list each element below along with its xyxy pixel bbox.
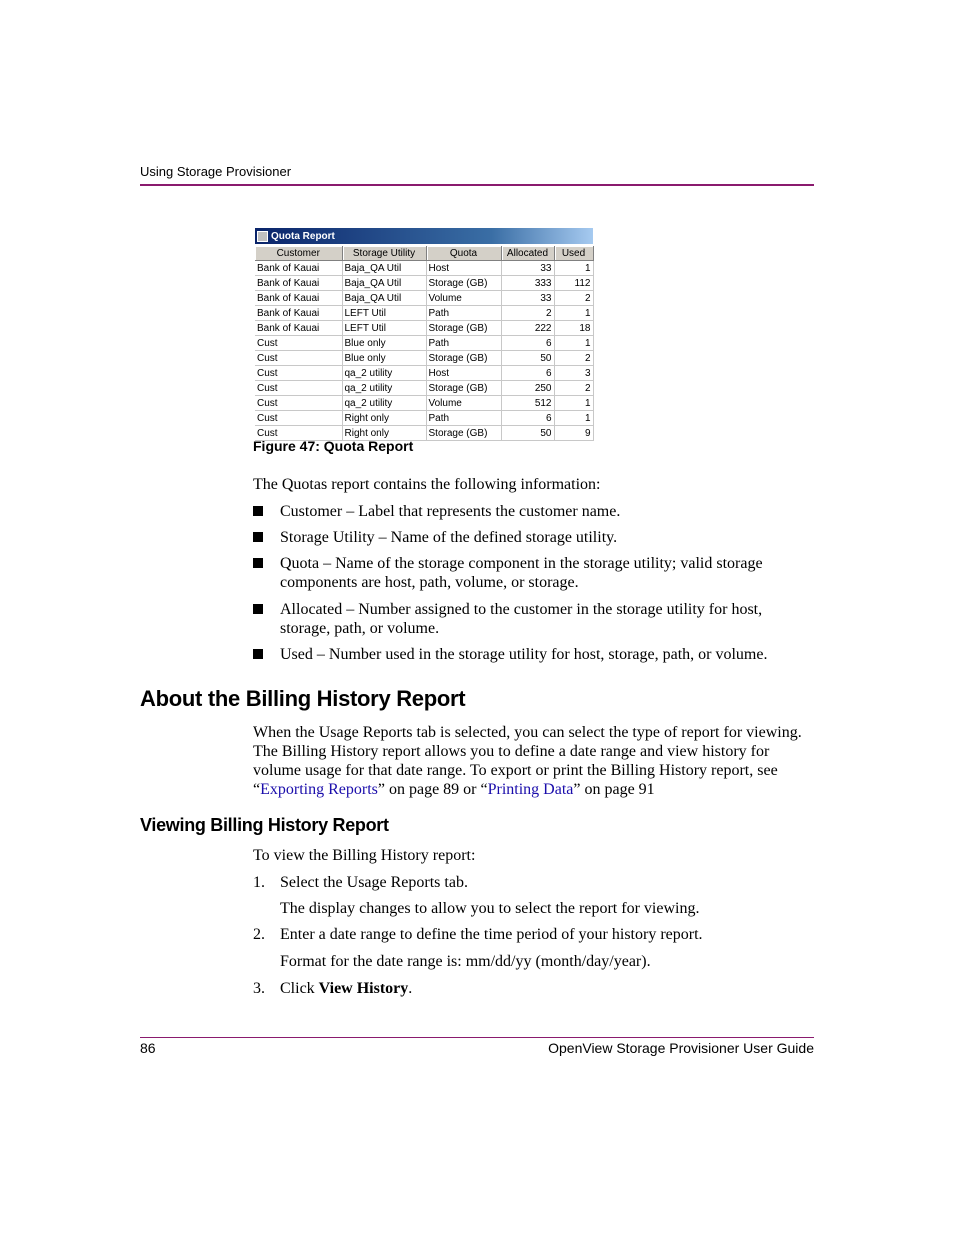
column-header-allocated[interactable]: Allocated (501, 246, 554, 261)
cell-customer: Cust (255, 426, 342, 441)
cell-customer: Cust (255, 381, 342, 396)
cell-allocated: 33 (501, 261, 554, 276)
cell-customer: Cust (255, 411, 342, 426)
cell-storage-utility: LEFT Util (342, 306, 426, 321)
cell-used: 9 (554, 426, 593, 441)
section-heading: About the Billing History Report (140, 686, 466, 711)
cell-quota: Storage (GB) (426, 351, 501, 366)
footer-rule (140, 1037, 814, 1038)
cell-storage-utility: Blue only (342, 351, 426, 366)
cell-storage-utility: Baja_QA Util (342, 291, 426, 306)
column-header-used[interactable]: Used (554, 246, 593, 261)
cell-customer: Bank of Kauai (255, 261, 342, 276)
cell-used: 1 (554, 336, 593, 351)
step-text (280, 979, 412, 998)
subsection-heading: Viewing Billing History Report (140, 815, 389, 835)
step-number: 3. (253, 980, 265, 997)
cell-quota: Path (426, 336, 501, 351)
cell-storage-utility: qa_2 utility (342, 366, 426, 381)
cell-quota: Path (426, 411, 501, 426)
list-item-text: Quota – Name of the storage component in the storage utility; valid storage components are host, path, volume, or storage. (280, 555, 763, 591)
cell-quota: Path (426, 306, 501, 321)
table-header-row (255, 246, 593, 261)
window-titlebar (255, 228, 593, 244)
column-header-storage-utility[interactable]: Storage Utility (342, 246, 426, 261)
cell-storage-utility: LEFT Util (342, 321, 426, 336)
step-note-text: The display changes to allow you to select the report for viewing. (280, 900, 700, 917)
table-row[interactable] (255, 321, 593, 336)
cell-used: 2 (554, 381, 593, 396)
step-note-text: Format for the date range is: mm/dd/yy (month/day/year). (280, 953, 651, 970)
cell-allocated: 33 (501, 291, 554, 306)
list-item-text: Customer – Label that represents the customer name. (280, 503, 621, 520)
list-item-text: Allocated – Number assigned to the customer in the storage utility for host, storage, path, or volume. (280, 601, 763, 637)
cell-customer: Cust (255, 336, 342, 351)
running-header: Using Storage Provisioner (140, 164, 292, 179)
window-title: Quota Report (271, 230, 335, 242)
column-header-quota[interactable]: Quota (426, 246, 501, 261)
cell-customer: Cust (255, 396, 342, 411)
cell-used: 1 (554, 261, 593, 276)
cell-customer: Bank of Kauai (255, 276, 342, 291)
cell-storage-utility: Right only (342, 426, 426, 441)
cell-allocated: 222 (501, 321, 554, 336)
step-text-suffix: . (408, 980, 413, 997)
cell-allocated: 50 (501, 426, 554, 441)
bullet-marker (253, 558, 263, 568)
cell-customer: Bank of Kauai (255, 321, 342, 336)
cell-used: 1 (554, 306, 593, 321)
cell-allocated: 6 (501, 336, 554, 351)
cell-storage-utility: Baja_QA Util (342, 276, 426, 291)
cell-customer: Cust (255, 366, 342, 381)
cell-quota: Volume (426, 291, 501, 306)
quota-table (255, 246, 594, 441)
bullet-marker (253, 532, 263, 542)
cell-used: 18 (554, 321, 593, 336)
cell-used: 3 (554, 366, 593, 381)
table-row[interactable] (255, 276, 593, 291)
cell-customer: Bank of Kauai (255, 306, 342, 321)
table-row[interactable] (255, 291, 593, 306)
paragraph-text: ” on page 91 (573, 781, 655, 798)
cell-used: 1 (554, 411, 593, 426)
bullet-marker (253, 604, 263, 614)
cell-storage-utility: Blue only (342, 336, 426, 351)
cell-allocated: 333 (501, 276, 554, 291)
cell-quota: Storage (GB) (426, 276, 501, 291)
cell-customer: Bank of Kauai (255, 291, 342, 306)
cell-used: 1 (554, 396, 593, 411)
window-icon (257, 231, 268, 242)
table-row[interactable] (255, 411, 593, 426)
cell-used: 2 (554, 351, 593, 366)
cell-quota: Host (426, 261, 501, 276)
paragraph-text: When the Usage Reports tab is selected, you can select the type of report for viewing. The Billing History report allows you to define a date range and view history for volume usage for that date range. To export or print the Billing History report, see “ (253, 724, 802, 798)
paragraph-text: ” on page 89 or “ (377, 781, 488, 798)
cell-used: 112 (554, 276, 593, 291)
cell-used: 2 (554, 291, 593, 306)
section-paragraph (253, 723, 813, 799)
cell-allocated: 50 (501, 351, 554, 366)
table-row[interactable] (255, 336, 593, 351)
ui-term-view-history: View History (318, 980, 409, 997)
cell-storage-utility: qa_2 utility (342, 381, 426, 396)
column-header-customer[interactable]: Customer (255, 246, 342, 261)
header-rule (140, 184, 814, 186)
page-number: 86 (140, 1040, 156, 1056)
bullet-marker (253, 649, 263, 659)
step-text: Select the Usage Reports tab. (280, 874, 468, 891)
quota-table-body (255, 261, 593, 441)
figure-caption: Figure 47: Quota Report (253, 438, 414, 454)
bullet-marker (253, 506, 263, 516)
list-item-text: Storage Utility – Name of the defined storage utility. (280, 529, 618, 546)
cell-quota: Host (426, 366, 501, 381)
cell-allocated: 6 (501, 366, 554, 381)
cell-storage-utility: Right only (342, 411, 426, 426)
subsection-intro: To view the Billing History report: (253, 847, 476, 864)
table-row[interactable] (255, 261, 593, 276)
exporting-reports-link[interactable]: Exporting Reports (260, 781, 378, 798)
book-title: OpenView Storage Provisioner User Guide (548, 1040, 814, 1056)
table-row[interactable] (255, 396, 593, 411)
cell-allocated: 512 (501, 396, 554, 411)
table-row[interactable] (255, 306, 593, 321)
cell-quota: Storage (GB) (426, 321, 501, 336)
step-number: 1. (253, 874, 265, 891)
cell-quota: Storage (GB) (426, 426, 501, 441)
table-row[interactable] (255, 351, 593, 366)
cell-allocated: 6 (501, 411, 554, 426)
step-number: 2. (253, 926, 265, 943)
cell-customer: Cust (255, 351, 342, 366)
list-item-text: Used – Number used in the storage utility for host, storage, path, or volume. (280, 646, 768, 663)
cell-allocated: 2 (501, 306, 554, 321)
cell-quota: Volume (426, 396, 501, 411)
cell-storage-utility: qa_2 utility (342, 396, 426, 411)
step-text-prefix: Click (280, 980, 319, 997)
cell-allocated: 250 (501, 381, 554, 396)
quota-report-window (255, 228, 593, 439)
cell-quota: Storage (GB) (426, 381, 501, 396)
table-row[interactable] (255, 381, 593, 396)
printing-data-link[interactable]: Printing Data (487, 781, 574, 798)
step-text: Enter a date range to define the time period of your history report. (280, 926, 703, 943)
intro-paragraph: The Quotas report contains the following information: (253, 476, 601, 493)
cell-storage-utility: Baja_QA Util (342, 261, 426, 276)
table-row[interactable] (255, 366, 593, 381)
